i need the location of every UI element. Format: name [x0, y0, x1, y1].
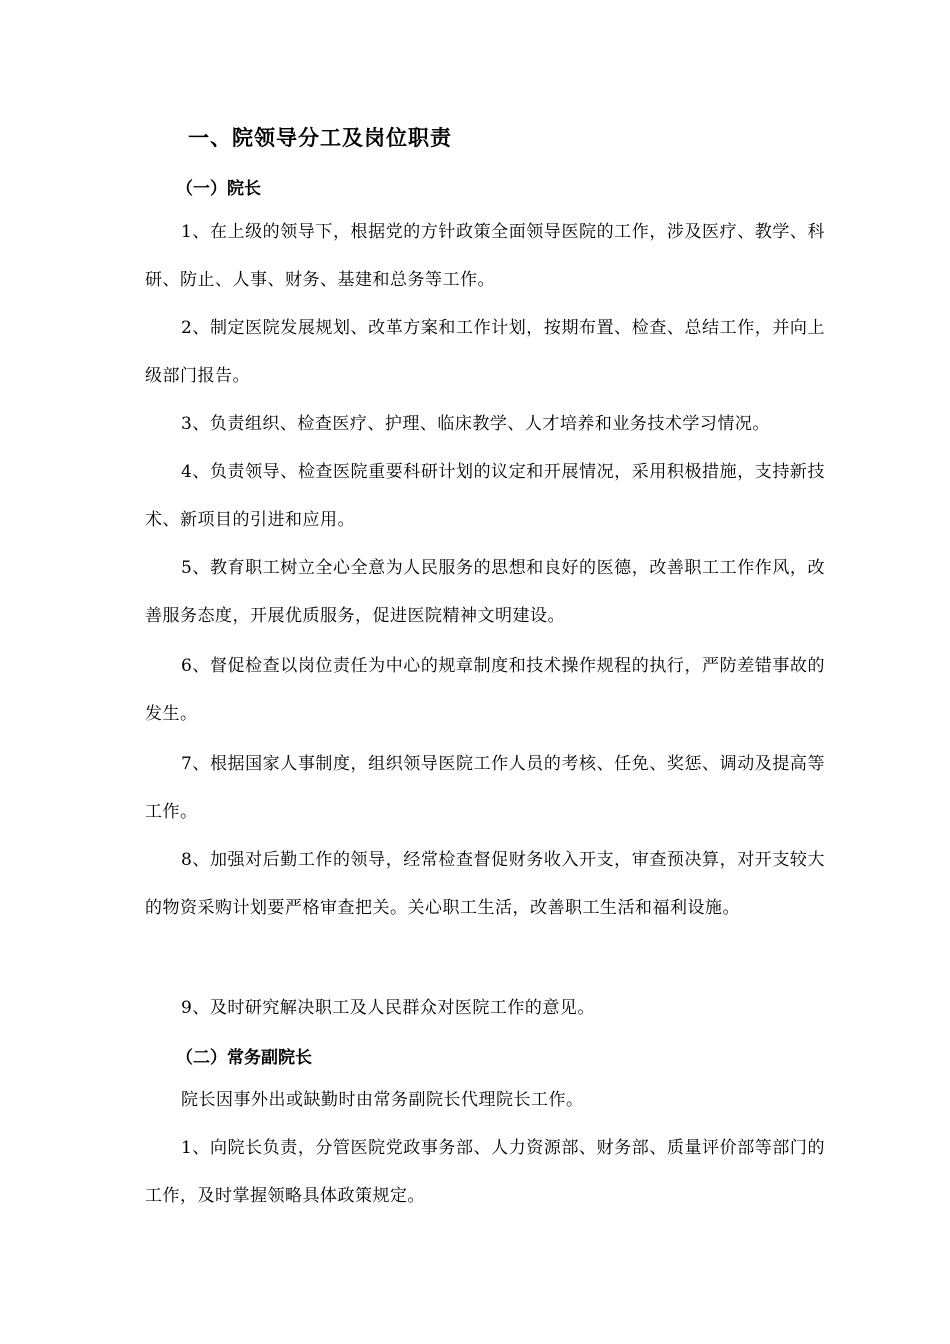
paragraph-item-1: 1、在上级的领导下，根据党的方针政策全面领导医院的工作，涉及医疗、教学、科研、防止、人事、财务、基建和总务等工作。	[145, 222, 825, 290]
document-title: 一、院领导分工及岗位职责	[188, 126, 452, 150]
paragraph-item-8: 8、加强对后勤工作的领导，经常检查督促财务收入开支，审查预决算，对开支较大的物资采购计划要严格审查把关。关心职工生活，改善职工生活和福利设施。	[145, 850, 825, 918]
paragraph-item-4: 4、负责领导、检查医院重要科研计划的议定和开展情况，采用积极措施，支持新技术、新项目的引进和应用。	[145, 462, 825, 530]
paragraph-item-6: 6、督促检查以岗位责任为中心的规章制度和技术操作规程的执行，严防差错事故的发生。	[145, 656, 825, 724]
section-heading-executive-vice-president: （二）常务副院长	[176, 1048, 312, 1068]
paragraph-item-3: 3、负责组织、检查医疗、护理、临床教学、人才培养和业务技术学习情况。	[181, 414, 770, 434]
paragraph-item-7: 7、根据国家人事制度，组织领导医院工作人员的考核、任免、奖惩、调动及提高等工作。	[145, 754, 825, 822]
section-heading-president: （一）院长	[176, 179, 261, 199]
paragraph-item-5: 5、教育职工树立全心全意为人民服务的思想和良好的医德，改善职工工作作风，改善服务态度，开展优质服务，促进医院精神文明建设。	[145, 558, 825, 626]
paragraph-vp-item-1: 1、向院长负责，分管医院党政事务部、人力资源部、财务部、质量评价部等部门的工作，及时掌握领略具体政策规定。	[145, 1138, 825, 1206]
paragraph-item-2: 2、制定医院发展规划、改革方案和工作计划，按期布置、检查、总结工作，并向上级部门报告。	[145, 318, 825, 386]
paragraph-item-9: 9、及时研究解决职工及人民群众对医院工作的意见。	[181, 998, 595, 1018]
paragraph-intro: 院长因事外出或缺勤时由常务副院长代理院长工作。	[181, 1090, 584, 1110]
